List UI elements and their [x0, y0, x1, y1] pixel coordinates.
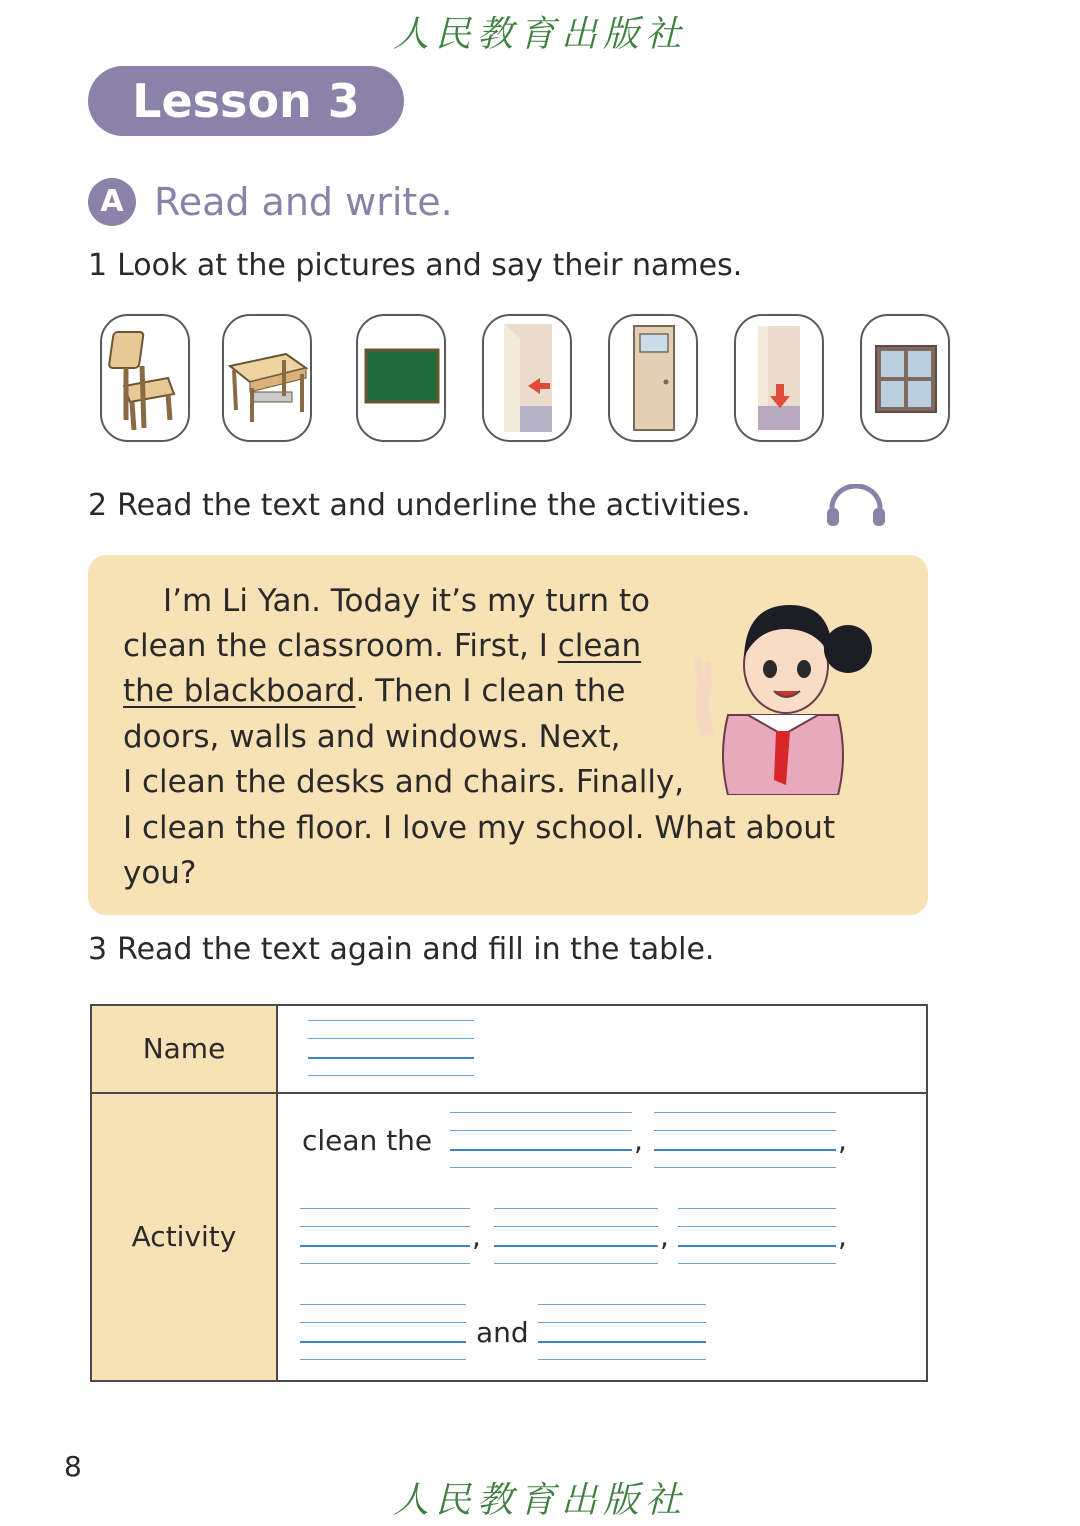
name-writing-line[interactable]	[308, 1020, 474, 1076]
activity-label: Activity	[92, 1094, 278, 1380]
window-icon	[860, 314, 950, 442]
lesson-title: Lesson 3	[88, 66, 404, 136]
wall-icon	[482, 314, 572, 442]
passage-line: I clean the floor. I love my school. What about	[123, 810, 836, 846]
desk-icon	[222, 314, 312, 442]
task-3-number: 3	[88, 932, 108, 967]
comma: ,	[838, 1124, 847, 1157]
activity-writing-line[interactable]	[450, 1112, 632, 1168]
activity-writing-line[interactable]	[678, 1208, 836, 1264]
passage-line: you?	[123, 855, 197, 891]
floor-icon	[734, 314, 824, 442]
comma: ,	[472, 1220, 481, 1253]
passage-line: I clean the desks and chairs. Finally,	[123, 764, 685, 800]
passage-line	[123, 628, 641, 664]
passage-line: I’m Li Yan. Today it’s my turn to	[163, 583, 650, 619]
publisher-header: 人民教育出版社	[392, 14, 687, 55]
comma: ,	[660, 1220, 669, 1253]
task-1-instruction	[88, 248, 742, 283]
activity-writing-line[interactable]	[654, 1112, 836, 1168]
underlined-activity: the blackboard	[123, 673, 356, 709]
activity-writing-line[interactable]	[494, 1208, 658, 1264]
passage-line: doors, walls and windows. Next,	[123, 719, 621, 755]
blackboard-icon	[356, 314, 446, 442]
passage-line	[123, 673, 626, 709]
fill-in-table	[90, 1004, 928, 1382]
comma: ,	[634, 1124, 643, 1157]
name-label: Name	[92, 1006, 278, 1092]
passage-text: . Then I clean the	[355, 673, 626, 709]
section-title: Read and write.	[154, 180, 453, 224]
publisher-footer: 人民教育出版社	[392, 1480, 687, 1521]
activity-writing-line[interactable]	[538, 1304, 706, 1360]
headphones-icon[interactable]	[826, 484, 886, 528]
comma: ,	[838, 1220, 847, 1253]
activity-writing-line[interactable]	[300, 1208, 470, 1264]
activity-writing-line[interactable]	[300, 1304, 466, 1360]
task-3-instruction	[88, 932, 714, 967]
passage-text: clean the classroom. First, I	[123, 628, 558, 664]
section-badge: A	[88, 178, 136, 226]
task-2-instruction	[88, 488, 751, 523]
girl-illustration	[688, 585, 888, 795]
task-1-number: 1	[88, 248, 108, 283]
page-number: 8	[64, 1450, 82, 1483]
task-3-text: Read the text again and fill in the table.	[117, 932, 715, 967]
task-2-number: 2	[88, 488, 108, 523]
section-heading	[88, 176, 453, 228]
chair-icon	[100, 314, 190, 442]
door-icon	[608, 314, 698, 442]
and-text: and	[476, 1316, 529, 1349]
clean-the-text: clean the	[302, 1124, 433, 1157]
task-2-text: Read the text and underline the activities.	[117, 488, 751, 523]
reading-passage	[88, 555, 928, 915]
underlined-activity: clean	[557, 628, 642, 664]
picture-row	[0, 314, 1080, 442]
task-1-text: Look at the pictures and say their names.	[117, 248, 743, 283]
